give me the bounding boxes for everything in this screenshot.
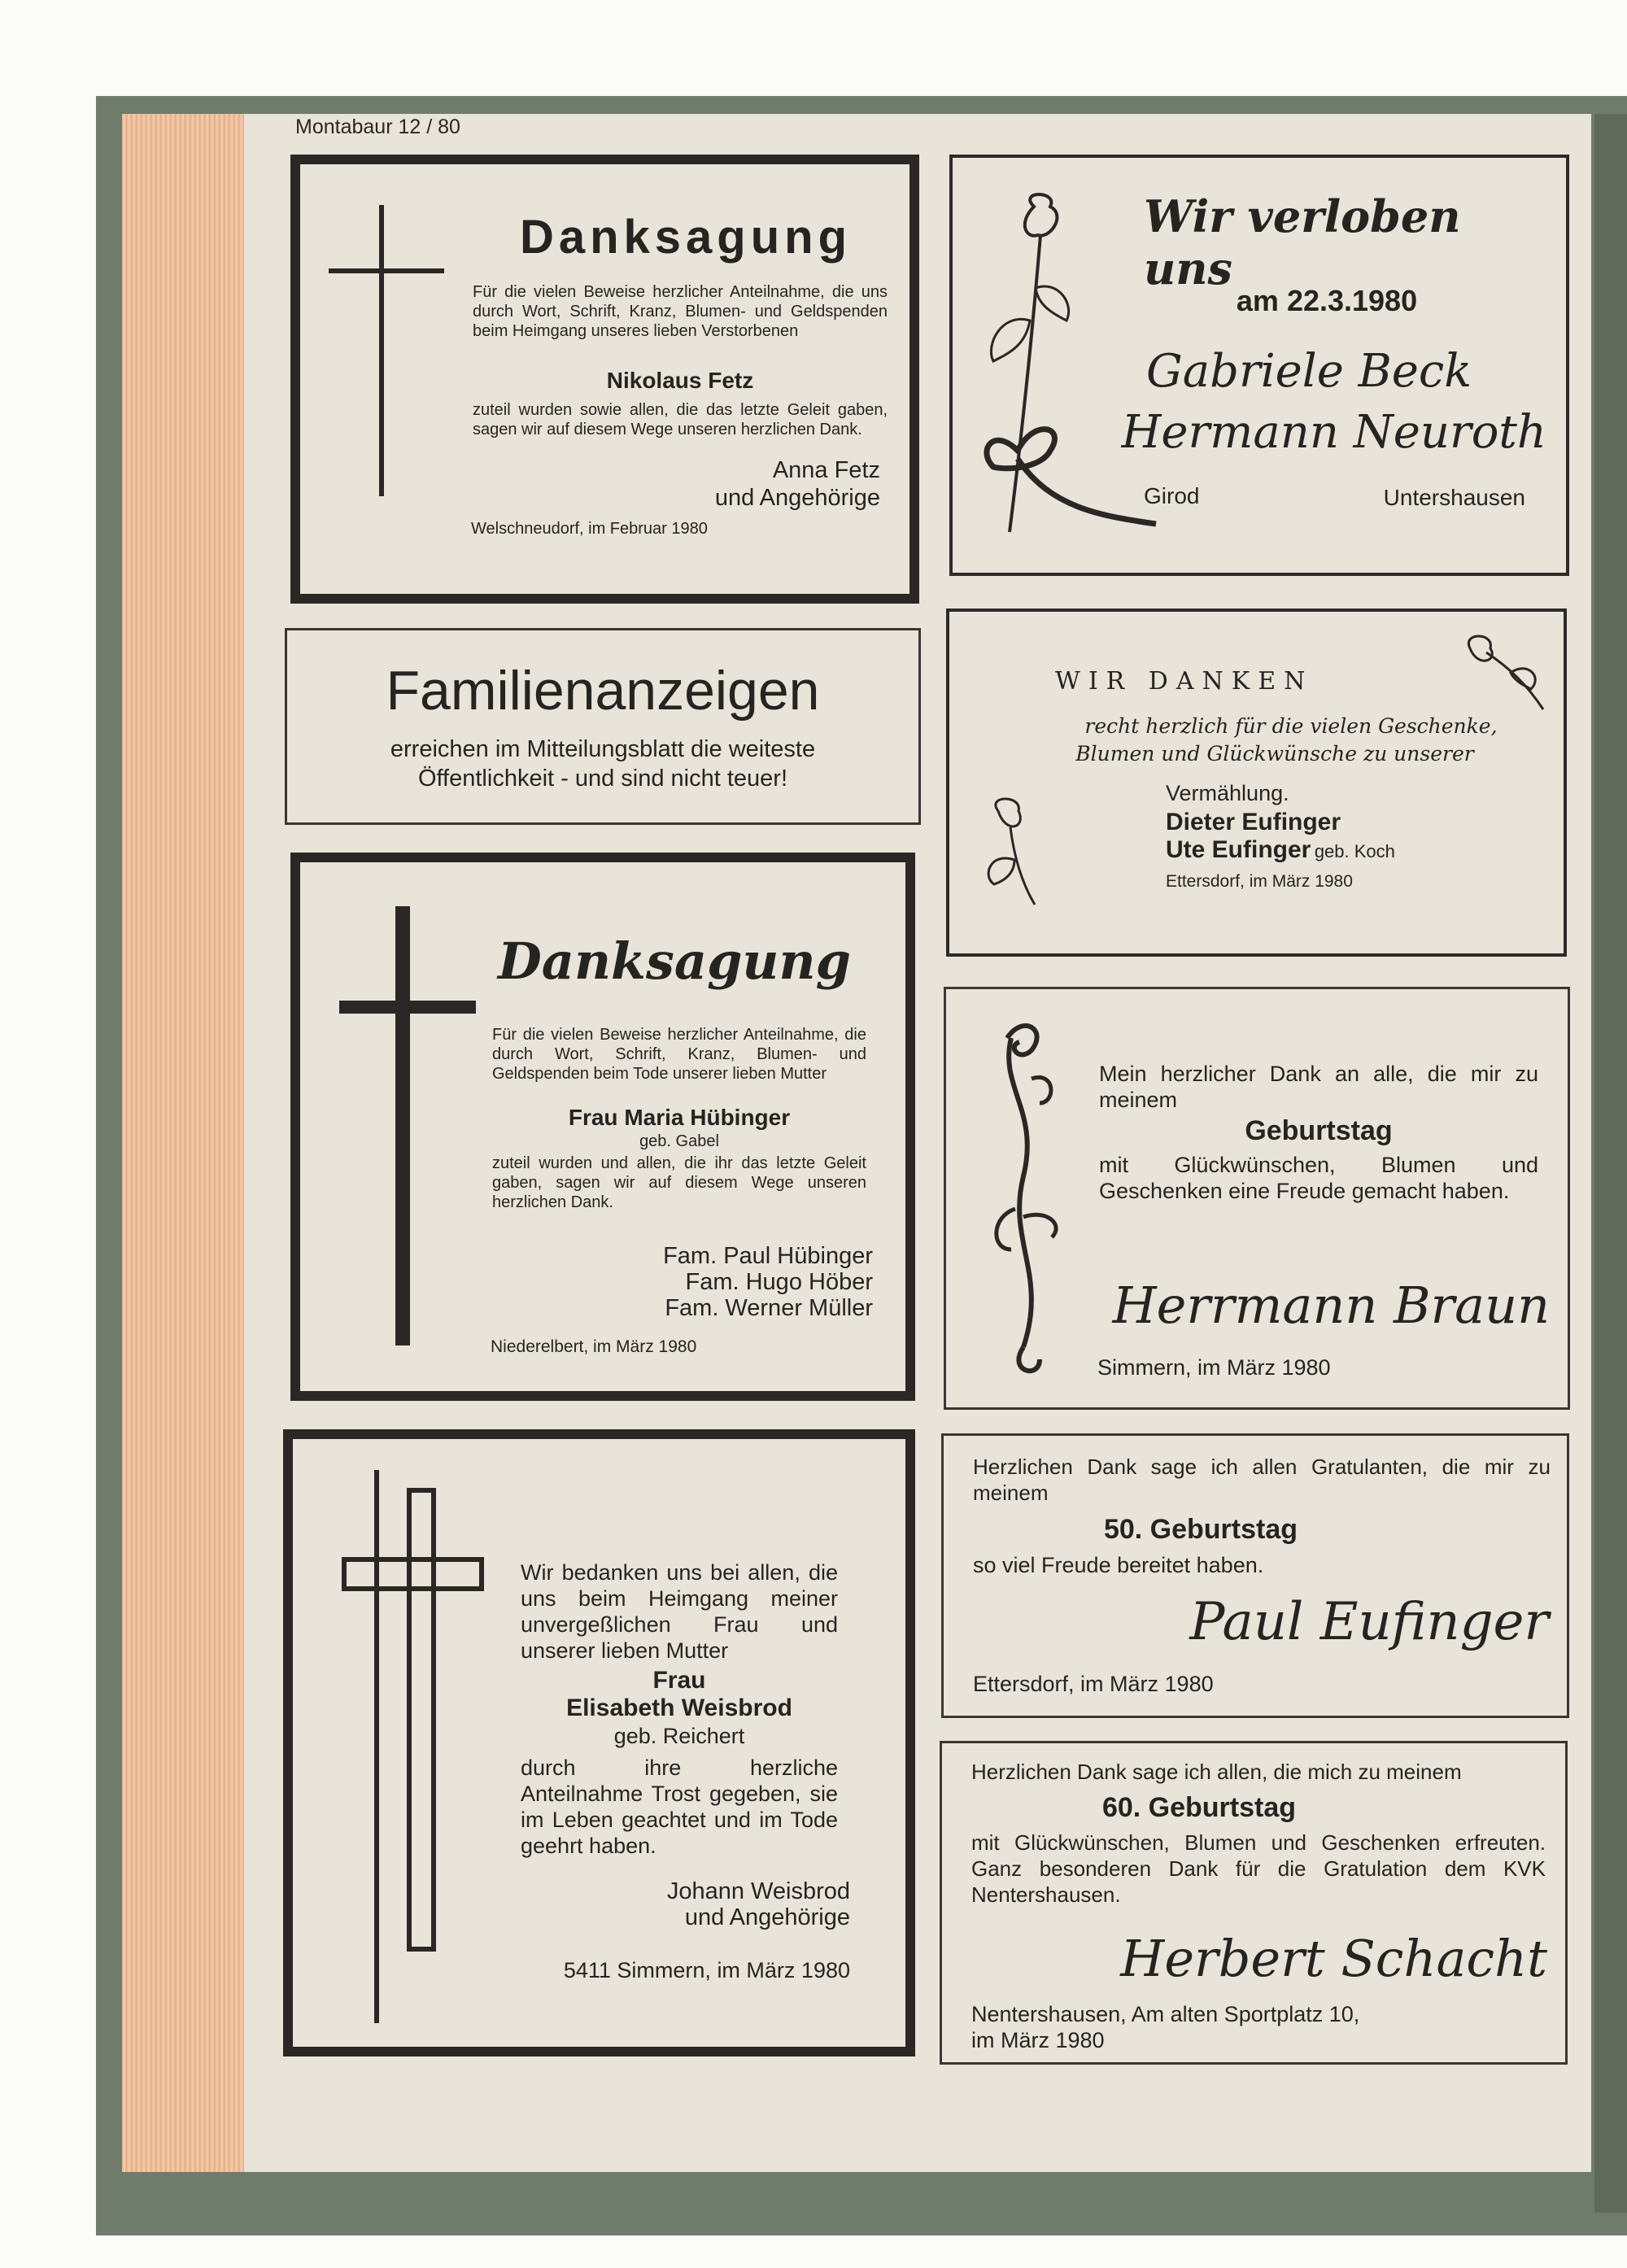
ad5-place2: Untershausen xyxy=(1383,485,1525,510)
ad7-signature: Herrmann Braun xyxy=(1112,1276,1550,1335)
ad6-line1: recht herzlich für die vielen Geschenke, xyxy=(1084,714,1498,738)
ad-danksagung-fetz xyxy=(290,155,919,604)
ad5-place1: Girod xyxy=(1144,483,1200,508)
ad2-line2: Öffentlichkeit - und sind nicht teuer! xyxy=(417,765,788,792)
ad8-intro: Herzlichen Dank sage ich allen Gratulanten, die mir zu meinem xyxy=(973,1455,1551,1505)
ad9-event: 60. Geburtstag xyxy=(1101,1792,1297,1823)
ad5-name2: Hermann Neuroth xyxy=(1121,406,1546,459)
ad-wir-danken xyxy=(946,608,1567,957)
ad4-sign2: und Angehörige xyxy=(684,1904,850,1930)
ad9-body: mit Glückwünschen, Blumen und Geschenken erfreuten. Ganz besonderen Dank für die Gratulation dem KVK Nentershausen. xyxy=(971,1830,1546,1907)
ad6-name2-wrap xyxy=(1166,836,1395,864)
ad2-line1: erreichen im Mitteilungsblatt die weiteste xyxy=(390,736,816,762)
rose-icon xyxy=(974,795,1063,909)
ad3-title: Danksagung xyxy=(498,931,851,991)
ad4-name1: Frau xyxy=(652,1667,706,1694)
ad1-place: Welschneudorf, im Februar 1980 xyxy=(471,520,708,538)
ad9-place1: Nentershausen, Am alten Sportplatz 10, xyxy=(971,2002,1360,2026)
ad1-intro: Für die vielen Beweise herzlicher Anteilnahme, die uns durch Wort, Schrift, Kranz, Blumen- und Geldspenden beim Heimgang unseres lieben Verstorbenen xyxy=(473,283,888,340)
ad8-signature: Paul Eufinger xyxy=(1189,1592,1549,1652)
ad5-name1: Gabriele Beck xyxy=(1146,345,1472,398)
cross-bar xyxy=(329,268,444,273)
ad4-name2: Elisabeth Weisbrod xyxy=(566,1694,792,1721)
cross-icon xyxy=(379,205,384,496)
cross-icon xyxy=(395,906,410,1346)
ad-geburtstag-schacht xyxy=(940,1741,1568,2065)
ad1-name: Nikolaus Fetz xyxy=(606,368,754,393)
ad4-place: 5411 Simmern, im März 1980 xyxy=(563,1958,850,1982)
ad1-title: Danksagung xyxy=(519,211,853,264)
ad8-event: 50. Geburtstag xyxy=(1103,1514,1298,1545)
ad6-name2: Ute Eufinger xyxy=(1166,836,1311,863)
ad1-sign1: Anna Fetz xyxy=(772,457,880,483)
ad6-line2: Blumen und Glückwünsche zu unserer xyxy=(1075,742,1474,765)
page-edges xyxy=(122,114,244,2172)
ad7-intro: Mein herzlicher Dank an alle, die mir zu meinem xyxy=(1099,1062,1538,1112)
ad3-place: Niederelbert, im März 1980 xyxy=(491,1337,697,1356)
ad-danksagung-huebinger xyxy=(290,853,915,1401)
ad-familienanzeigen xyxy=(285,628,921,825)
ad7-place: Simmern, im März 1980 xyxy=(1097,1355,1331,1380)
ad9-signature: Herbert Schacht xyxy=(1120,1929,1547,1988)
ad3-born: geb. Gabel xyxy=(639,1132,719,1150)
ad-danksagung-weisbrod xyxy=(283,1429,915,2056)
ad3-sign2: Fam. Hugo Höber xyxy=(685,1269,873,1295)
ad9-intro: Herzlichen Dank sage ich allen, die mich zu meinem xyxy=(971,1760,1462,1784)
ad-verlobung xyxy=(949,155,1569,576)
ad3-sign1: Fam. Paul Hübinger xyxy=(663,1243,873,1269)
binder-spine xyxy=(1594,114,1627,2213)
ad4-body: durch ihre herzliche Anteilnahme Trost gegeben, sie im Leben geachtet und im Tode geehrt haben. xyxy=(521,1756,838,1858)
ad9-place2: im März 1980 xyxy=(971,2028,1105,2052)
ad4-born: geb. Reichert xyxy=(613,1724,745,1748)
ad3-body: zuteil wurden und allen, die ihr das letzte Geleit gaben, sagen wir auf diesem Wege unseren herzlichen Dank. xyxy=(492,1154,866,1211)
ad2-title: Familienanzeigen xyxy=(386,660,820,722)
ad6-title: WIR DANKEN xyxy=(1055,667,1314,696)
ad1-sign2: und Angehörige xyxy=(714,485,880,511)
ad4-intro: Wir bedanken uns bei allen, die uns beim Heimgang meiner unvergeßlichen Frau und unserer lieben Mutter xyxy=(521,1560,838,1663)
ad3-sign3: Fam. Werner Müller xyxy=(665,1295,873,1321)
rose-icon xyxy=(969,190,1148,548)
cross-bar xyxy=(342,1557,484,1591)
ad1-body: zuteil wurden sowie allen, die das letzte Geleit gaben, sagen wir auf diesem Wege unseren herzlichen Dank. xyxy=(473,401,888,438)
ornament-icon xyxy=(975,1014,1072,1388)
ad-geburtstag-eufinger xyxy=(941,1433,1569,1718)
ad6-born: geb. Koch xyxy=(1314,841,1395,861)
ad4-sign1: Johann Weisbrod xyxy=(666,1878,850,1904)
ad3-intro: Für die vielen Beweise herzlicher Anteilnahme, die durch Wort, Schrift, Kranz, Blumen- und Geldspenden beim Tode unserer lieben Mutter xyxy=(492,1026,866,1083)
ad5-title: Wir verloben uns xyxy=(1144,190,1461,294)
ad7-event: Geburtstag xyxy=(1245,1115,1393,1146)
ad3-name: Frau Maria Hübinger xyxy=(568,1105,791,1130)
ad8-body: so viel Freude bereitet haben. xyxy=(973,1553,1264,1577)
ad-geburtstag-braun xyxy=(944,987,1570,1410)
rose-icon xyxy=(1454,628,1551,717)
ad6-name1: Dieter Eufinger xyxy=(1166,809,1341,835)
ad6-line3: Vermählung. xyxy=(1166,781,1289,805)
ad6-place: Ettersdorf, im März 1980 xyxy=(1166,872,1353,891)
cross-icon xyxy=(374,1470,379,2023)
ad5-date: am 22.3.1980 xyxy=(1236,284,1418,317)
ad8-place: Ettersdorf, im März 1980 xyxy=(973,1672,1214,1696)
page-header: Montabaur 12 / 80 xyxy=(295,116,460,138)
ad7-body: mit Glückwünschen, Blumen und Geschenken eine Freude gemacht haben. xyxy=(1099,1153,1538,1203)
cross-bar xyxy=(339,1001,476,1014)
